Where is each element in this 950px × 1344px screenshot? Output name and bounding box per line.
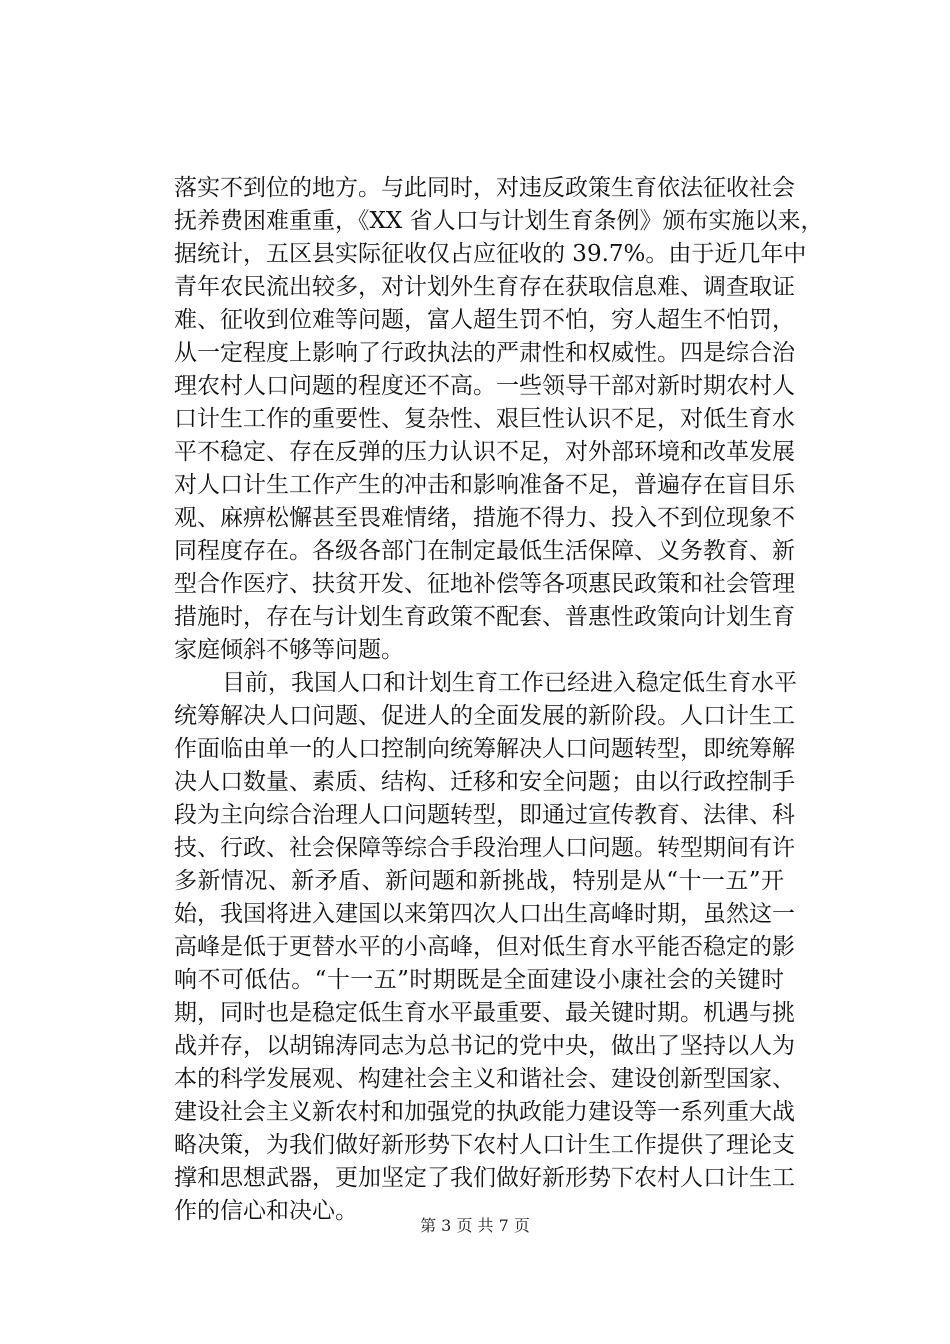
text-line: 青年农民流出较多，对计划外生育存在获取信息难、调查取证: [174, 274, 795, 300]
text-line: 落实不到位的地方。与此同时，对违反政策生育依法征收社会: [174, 175, 795, 201]
text-line: 理农村人口问题的程度还不高。一些领导干部对新时期农村人: [174, 373, 795, 399]
text-line: 口计生工作的重要性、复杂性、艰巨性认识不足，对低生育水: [174, 406, 795, 432]
text-line: 段为主向综合治理人口问题转型，即通过宣传教育、法律、科: [174, 802, 795, 828]
text-line: 技、行政、社会保障等综合手段治理人口问题。转型期间有许: [174, 835, 795, 861]
text-line: 撑和思想武器，更加坚定了我们做好新形势下农村人口计生工: [174, 1165, 795, 1191]
text-line: 家庭倾斜不够等问题。: [174, 637, 404, 663]
page-number-label: 第 3 页 共 7 页: [420, 1216, 530, 1235]
text-line: 高峰是低于更替水平的小高峰，但对低生育水平能否稳定的影: [174, 934, 795, 960]
text-line: 措施时，存在与计划生育政策不配套、普惠性政策向计划生育: [174, 604, 795, 630]
text-line: 从一定程度上影响了行政执法的严肃性和权威性。四是综合治: [174, 340, 795, 366]
text-line: 本的科学发展观、构建社会主义和谐社会、建设创新型国家、: [174, 1066, 795, 1092]
text-line: 响不可低估。“十一五”时期既是全面建设小康社会的关键时: [174, 967, 784, 993]
text-line: 据统计，五区县实际征收仅占应征收的 39.7%。由于近几年中: [174, 241, 807, 267]
text-line: 同程度存在。各级各部门在制定最低生活保障、义务教育、新: [174, 538, 795, 564]
text-line: 对人口计生工作产生的冲击和影响准备不足，普遍存在盲目乐: [174, 472, 795, 498]
text-line: 目前，我国人口和计划生育工作已经进入稳定低生育水平: [222, 670, 797, 696]
text-line: 型合作医疗、扶贫开发、征地补偿等各项惠民政策和社会管理: [174, 571, 795, 597]
text-line: 平不稳定、存在反弹的压力认识不足，对外部环境和改革发展: [174, 439, 795, 465]
text-line: 难、征收到位难等问题，富人超生罚不怕，穷人超生不怕罚，: [174, 307, 795, 333]
text-line: 统筹解决人口问题、促进人的全面发展的新阶段。人口计生工: [174, 703, 795, 729]
text-line: 观、麻痹松懈甚至畏难情绪，措施不得力、投入不到位现象不: [174, 505, 795, 531]
text-line: 作面临由单一的人口控制向统筹解决人口问题转型，即统筹解: [174, 736, 795, 762]
text-line: 作的信心和决心。: [174, 1198, 358, 1224]
page-footer: [0, 1216, 950, 1236]
text-line: 建设社会主义新农村和加强党的执政能力建设等一系列重大战: [174, 1099, 795, 1125]
text-line: 略决策，为我们做好新形势下农村人口计生工作提供了理论支: [174, 1132, 795, 1158]
text-line: 多新情况、新矛盾、新问题和新挑战，特别是从“十一五”开: [174, 868, 784, 894]
body-text: [174, 172, 824, 1228]
text-line: 抚养费困难重重，《XX 省人口与计划生育条例》颁布实施以来，: [174, 208, 824, 234]
text-line: 始，我国将进入建国以来第四次人口出生高峰时期，虽然这一: [174, 901, 795, 927]
text-line: 决人口数量、素质、结构、迁移和安全问题；由以行政控制手: [174, 769, 795, 795]
text-line: 期，同时也是稳定低生育水平最重要、最关键时期。机遇与挑: [174, 1000, 795, 1026]
text-line: 战并存，以胡锦涛同志为总书记的党中央，做出了坚持以人为: [174, 1033, 795, 1059]
